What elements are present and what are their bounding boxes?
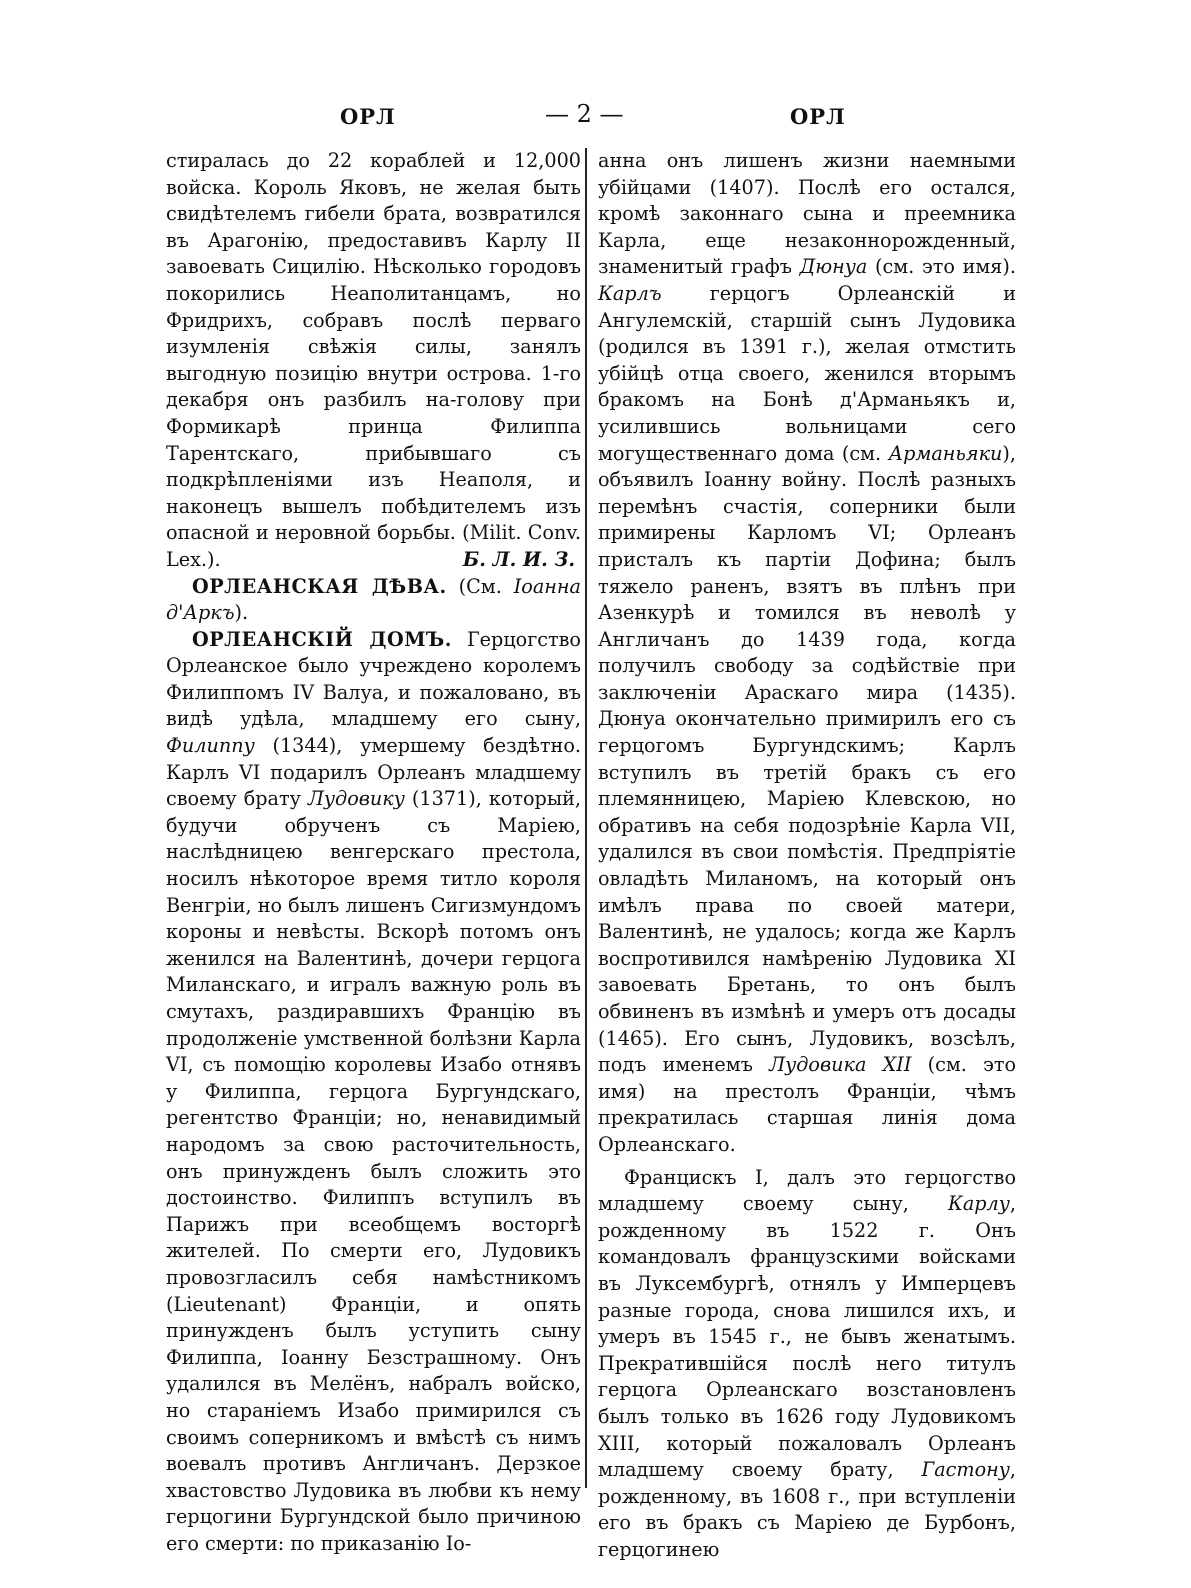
- entry-text: (1344), умершему бездѣтно. Карлъ VI подарилъ Орлеанъ младшему своему брату: [166, 734, 581, 811]
- paragraph-text: ), объявилъ Іоанну войну. Послѣ разныхъ перемѣнъ счастія, соперники были примирены Карломъ VI; Орлеанъ присталъ къ партіи Дофина; былъ тяжело раненъ, взятъ въ плѣнъ при Азенкурѣ и томился въ неволѣ у Англичанъ до 1439 года, когда получилъ свободу за содѣйствіе при заключеніи Араскаго мира (1435). Дюнуа окончательно примирилъ его съ герцогомъ Бургундскимъ; Карлъ вступилъ въ третій бракъ съ его племянницею, Маріею Клевскою, но обративъ на себя подозрѣніе Карла VII, удалился въ свои помѣстія. Предпріятіе овладѣть Миланомъ, на который онъ имѣлъ права по своей матери, Валентинѣ, не удалось; когда же Карлъ воспротивился намѣренію Лудовика XI завоевать Бретань, то онъ былъ обвиненъ въ измѣнѣ и умеръ отъ досады (1465). Его сынъ, Лудовикъ, возсѣлъ, подъ именемъ: [598, 441, 1016, 1077]
- author-signature: Б. Л. И. З.: [462, 547, 575, 571]
- column-divider: [585, 148, 587, 1488]
- person-name: Карлъ: [598, 281, 662, 305]
- paragraph-text: (см. это имя).: [867, 255, 1016, 279]
- paragraph-text: стиралась до 22 кораблей и 12,000 войска. Король Яковъ, не желая быть свидѣтелемъ гибели брата, возвратился въ Арагонію, предоставивъ Карлу II завоевать Сицилію. Нѣсколько городовъ покорились Неаполитанцамъ, но Фридрихъ, собравъ послѣ перваго изумленія свѣжія силы, занялъ выгодную позицію внутри острова. 1-го декабря онъ разбилъ на-голову при Формикарѣ принца Филиппа Тарентскаго, прибывшаго съ подкрѣпленіями изъ Неаполя, и наконецъ вышелъ побѣдителемъ изъ опасной и неровной борьбы. (Milit. Conv. Lex.).: [166, 149, 581, 571]
- running-head-right: ОРЛ: [790, 104, 846, 129]
- entry-title: ОРЛЕАНСКІЙ ДОМЪ.: [192, 627, 452, 651]
- cross-reference: Арманьяки: [888, 441, 1003, 465]
- entry-ref-open: (См.: [446, 574, 514, 598]
- paragraph: [598, 148, 1016, 1159]
- paragraph: [598, 1165, 1016, 1564]
- page-header: [160, 100, 1030, 140]
- running-head-left: ОРЛ: [340, 104, 396, 129]
- paragraph-text: Францискъ I, далъ это герцогство младшему своему сыну,: [598, 1165, 1016, 1216]
- person-name: Карлу: [947, 1192, 1010, 1216]
- entry-orleans-house: [166, 627, 581, 1558]
- paragraph: [166, 148, 581, 574]
- paragraph-text: (см. это имя) на престолъ Франціи, чѣмъ прекратилась старшая линія дома Орлеанскаго.: [598, 1053, 1017, 1156]
- person-name: Филиппу: [166, 734, 255, 758]
- entry-title: ОРЛЕАНСКАЯ ДѢВА.: [192, 574, 447, 598]
- paragraph-text: герцогъ Орлеанскій и Ангулемскій, старшій сынъ Лудовика (родился въ 1391 г.), желая отмстить убійцѣ отца своего, женился вторымъ бракомъ на Бонѣ д'Арманьякъ и, усилившись вольницами сего могущественнаго дома (см.: [598, 281, 1016, 465]
- person-name: Лудовика XII: [769, 1053, 912, 1077]
- right-column: [598, 148, 1016, 1563]
- paragraph-text: , рожденному, въ 1608 г., при вступленіи его въ бракъ съ Маріею де Бурбонъ, герцогинею: [598, 1458, 1016, 1561]
- person-name: Лудовику: [307, 787, 405, 811]
- person-name: Гастону: [921, 1458, 1010, 1482]
- entry-text: Герцогство Орлеанское было учреждено королемъ Филиппомъ IV Валуа, и пожаловано, въ видѣ удѣла, младшему его сыну,: [166, 627, 581, 731]
- entry-ref-name: Іоанна д'Аркъ: [166, 574, 581, 625]
- entry-orleans-maid: [166, 574, 581, 627]
- paragraph-text: анна онъ лишенъ жизни наемными убійцами (1407). Послѣ его остался, кромѣ законнаго сына и преемника Карла, еще незаконнорожденный, знаменитый графъ: [598, 149, 1016, 279]
- entry-ref-close: ).: [234, 601, 249, 625]
- entry-text: (1371), который, будучи обрученъ съ Маріею, наслѣдницею венгерскаго престола, носилъ нѣкоторое время титло короля Венгріи, но былъ лишенъ Сигизмундомъ короны и невѣсты. Вскорѣ потомъ онъ женился на Валентинѣ, дочери герцога Миланскаго, и игралъ важную роль въ смутахъ, раздиравшихъ Францію въ продолженіе умственной болѣзни Карла VI, съ помощію королевы Изабо отнявъ у Филиппа, герцога Бургундскаго, регентство Франціи; но, ненавидимый народомъ за свою расточительность, онъ принужденъ былъ сложить это достоинство. Филиппъ вступилъ въ Парижъ при всеобщемъ восторгѣ жителей. По смерти его, Лудовикъ провозгласилъ себя намѣстникомъ (Lieutenant) Франціи, и опять принужденъ былъ уступить сыну Филиппа, Іоанну Безстрашному. Онъ удалился въ Мелёнъ, набралъ войско, но стараніемъ Изабо примирился съ своимъ соперникомъ и вмѣстѣ съ нимъ воевалъ противъ Англичанъ. Дерзкое хвастовство Лудовика въ любви къ нему герцогини Бургундской было причиною его смерти: по приказанію Іо-: [166, 787, 582, 1555]
- left-column: [166, 148, 581, 1557]
- person-name: Дюнуа: [799, 255, 868, 279]
- paragraph-text: , рожденному въ 1522 г. Онъ командовалъ французскими войсками въ Луксембургѣ, отнялъ у Имперцевъ разные города, снова лишился ихъ, и умеръ въ 1545 г., не бывъ женатымъ. Прекратившійся послѣ него титулъ герцога Орлеанскаго возстановленъ былъ только въ 1626 году Лудовикомъ XIII, который пожаловалъ Орлеанъ младшему своему брату,: [598, 1192, 1016, 1482]
- page-number: — 2 —: [545, 100, 624, 128]
